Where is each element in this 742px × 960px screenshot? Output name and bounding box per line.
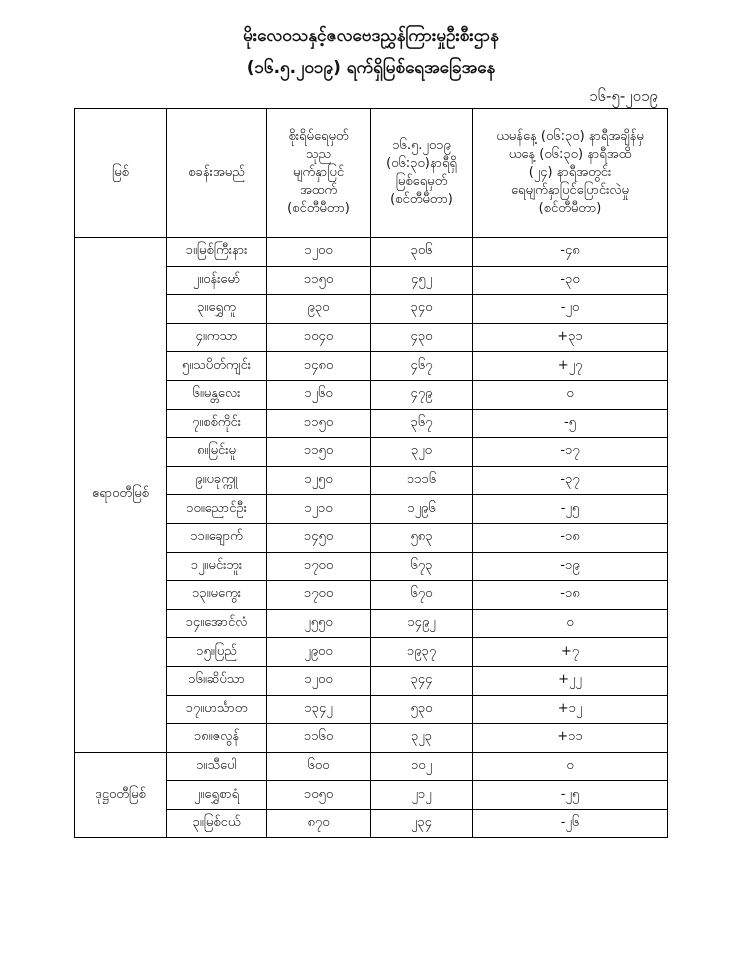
current-level-cell: ၃၂၀ [371,438,473,467]
danger-level-cell: ၁၀၄၀ [267,323,371,352]
header-line: ရေမျက်နှာပြင်ပြောင်းလဲမှု [511,183,629,198]
change-cell: +၁၂ [473,695,668,724]
station-cell: ၅။သပိတ်ကျင်း [167,352,267,381]
change-cell: -၃၀ [473,266,668,295]
change-cell: -၁၇ [473,438,668,467]
header-line: အထက် [299,183,338,198]
current-level-cell: ၃၂၃ [371,724,473,753]
danger-level-cell: ၁၁၆၀ [267,724,371,753]
station-cell: ၉။ပခုက္ကူ [167,466,267,495]
table-header-row [75,109,668,238]
current-level-cell: ၄၆၇ [371,352,473,381]
current-level-cell: ၅၃၀ [371,695,473,724]
current-level-cell: ၄၅၂ [371,266,473,295]
danger-level-cell: ၈၇၀ [267,809,371,838]
danger-level-cell: ၂၅၅၀ [267,609,371,638]
station-cell: ၁၇။ဟင်္သာတ [167,695,267,724]
report-date: ၁၆-၅-၂၀၁၉ [589,87,658,105]
header-line: (စင်တီမီတာ) [390,192,453,207]
header-current-level [371,109,473,238]
header-line: ယမန်နေ့ (၀၆:၃၀) နာရီအချိန်မှ [496,129,644,144]
station-cell: ၁၆။ဆိပ်သာ [167,666,267,695]
station-cell: ၁၅။ပြည် [167,638,267,667]
change-cell: -၃၇ [473,466,668,495]
station-cell: ၁။သီပေါ [167,752,267,781]
danger-level-cell: ၁၁၅၀ [267,438,371,467]
river-level-table [74,108,668,838]
table-row [75,752,668,781]
change-cell: -၂၅ [473,495,668,524]
danger-level-cell: ၁၂၆၀ [267,380,371,409]
station-cell: ၁၀။ညောင်ဦး [167,495,267,524]
change-cell: -၁၈ [473,581,668,610]
current-level-cell: ၁၄၉၂ [371,609,473,638]
header-line: (၀၆:၃၀)နာရီရှိ [386,156,457,171]
table-row [75,238,668,267]
station-cell: ၃။ရွှေကူ [167,295,267,324]
station-cell: ၁၂။မင်းဘူး [167,552,267,581]
danger-level-cell: ၁၂၀၀ [267,238,371,267]
river-name-cell: ဧရာဝတီမြစ် [75,238,167,753]
river-name-cell: ဒုဋ္ဌဝတီမြစ် [75,752,167,838]
danger-level-cell: ၁၇၀၀ [267,581,371,610]
change-cell: +၂၂ [473,666,668,695]
station-cell: ၂။ဝန်းမော် [167,266,267,295]
change-cell: -၂၆ [473,809,668,838]
current-level-cell: ၆၇၃ [371,552,473,581]
header-line: မြစ်ရေမှတ် [395,174,448,189]
change-cell: +၃၁ [473,323,668,352]
danger-level-cell: ၁၂၀၀ [267,666,371,695]
change-cell: -၄၈ [473,238,668,267]
danger-level-cell: ၁၂၅၀ [267,466,371,495]
current-level-cell: ၁၉၃၇ [371,638,473,667]
danger-level-cell: ၁၁၅၀ [267,409,371,438]
current-level-cell: ၁၀၂ [371,752,473,781]
header-line: မျက်နှာပြင် [292,165,345,180]
current-level-cell: ၅၈၃ [371,523,473,552]
station-cell: ၇။စစ်ကိုင်း [167,409,267,438]
header-river: မြစ် [75,109,167,238]
change-cell: +၇ [473,638,668,667]
station-cell: ၁၄။အောင်လံ [167,609,267,638]
danger-level-cell: ၁၁၅၀ [267,266,371,295]
current-level-cell: ၃၆၇ [371,409,473,438]
page-title: မိုးလေဝသနှင့်ဇလဗေဒညွှန်ကြားမှုဦးစီးဌာန [243,26,499,46]
danger-level-cell: ၉၃၀ [267,295,371,324]
change-cell: ၀ [473,380,668,409]
header-line: ၁၆.၅.၂၀၁၉ [392,138,451,153]
danger-level-cell: ၁၄၅၀ [267,523,371,552]
header-change [473,109,668,238]
header-danger-level [267,109,371,238]
header-line: (စင်တီမီတာ) [287,201,350,216]
station-cell: ၈။မြင်းမူ [167,438,267,467]
current-level-cell: ၄၇၉ [371,380,473,409]
current-level-cell: ၄၃၀ [371,323,473,352]
header-line: သုည [305,147,332,162]
danger-level-cell: ၁၂၁၀ [267,495,371,524]
current-level-cell: ၂၁၂ [371,781,473,810]
change-cell: ၀ [473,752,668,781]
station-cell: ၁။မြစ်ကြီးနား [167,238,267,267]
header-line: (၂၄) နာရီအတွင်း [528,165,612,180]
change-cell: +၂၇ [473,352,668,381]
station-cell: ၂။ရွှေစာရံ [167,781,267,810]
page-subtitle: (၁၆.၅.၂၀၁၉) ရက်ရှိမြစ်ရေအခြေအနေ [246,58,496,78]
change-cell: -၂၀ [473,295,668,324]
current-level-cell: ၁၁၁၆ [371,466,473,495]
station-cell: ၁၃။မကွေး [167,581,267,610]
current-level-cell: ၂၃၄ [371,809,473,838]
change-cell: -၁၈ [473,523,668,552]
change-cell: -၅ [473,409,668,438]
station-cell: ၁၁။ချောက် [167,523,267,552]
station-cell: ၆။မန္တလေး [167,380,267,409]
change-cell: +၁၁ [473,724,668,753]
current-level-cell: ၃၀၆ [371,238,473,267]
header-line: (စင်တီမီတာ) [538,201,602,216]
table-body [75,238,668,838]
change-cell: -၂၅ [473,781,668,810]
change-cell: -၁၉ [473,552,668,581]
header-station: စခန်းအမည် [167,109,267,238]
header-line: စိုးရိမ်ရေမှတ် [288,129,349,144]
danger-level-cell: ၆၀၀ [267,752,371,781]
danger-level-cell: ၁၃၄၂ [267,695,371,724]
station-cell: ၃။မြစ်ငယ် [167,809,267,838]
station-cell: ၁၈။ဇလွန် [167,724,267,753]
danger-level-cell: ၁၄၈၀ [267,352,371,381]
current-level-cell: ၁၂၉၆ [371,495,473,524]
header-line: ယနေ့ (၀၆:၃၀) နာရီအထိ [508,147,632,162]
danger-level-cell: ၁၀၅၀ [267,781,371,810]
change-cell: ၀ [473,609,668,638]
current-level-cell: ၃၄၄ [371,666,473,695]
current-level-cell: ၆၇၀ [371,581,473,610]
station-cell: ၄။ကသာ [167,323,267,352]
current-level-cell: ၃၄၀ [371,295,473,324]
danger-level-cell: ၂၉၀၀ [267,638,371,667]
danger-level-cell: ၁၇၀၀ [267,552,371,581]
